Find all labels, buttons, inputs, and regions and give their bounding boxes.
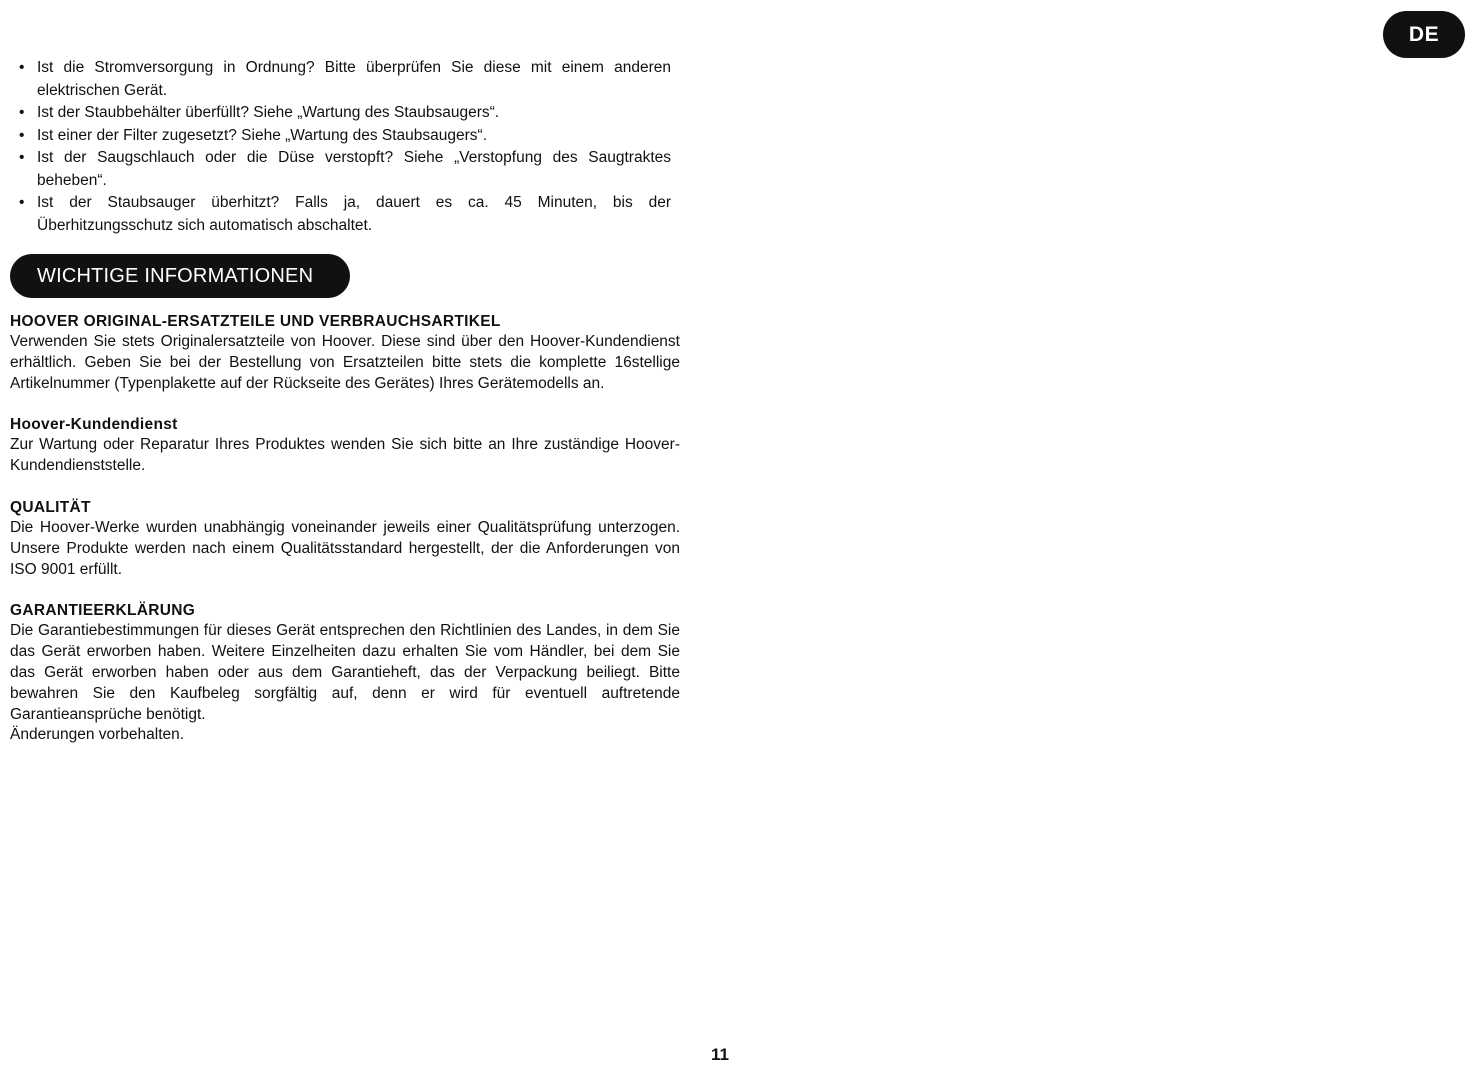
list-item — [10, 57, 671, 102]
warranty-body: Die Garantiebestimmungen für dieses Gerät entsprechen den Richtlinien des Landes, in dem Sie das Gerät erworben haben. Weitere Einzelheiten dazu erhalten Sie vom Händler, bei dem Sie das Gerät erworben haben oder aus dem Garantieheft, das der Verpackung beiliegt. Bitte bewahren Sie den Kaufbeleg sorgfältig auf, denn er wird für eventuell auftretende Garantieansprüche benötigt. — [10, 622, 680, 723]
customer-service-section — [10, 414, 680, 477]
bullet-icon: • — [19, 149, 25, 166]
list-item — [10, 192, 671, 237]
quality-body: Die Hoover-Werke wurden unabhängig voneinander jeweils einer Qualitätsprüfung unterzogen. Unsere Produkte werden nach einem Qualitätsstandard hergestellt, der die Anforderungen von ISO 9001 erfüllt. — [10, 518, 680, 578]
language-badge: DE — [1383, 11, 1465, 58]
section-title-banner: WICHTIGE INFORMATIONEN — [10, 254, 350, 298]
quality-heading: QUALITÄT — [10, 498, 91, 516]
list-item — [10, 102, 671, 125]
list-item-text: Ist die Stromversorgung in Ordnung? Bitte überprüfen Sie diese mit einem anderen elektrischen Gerät. — [37, 59, 671, 99]
spare-parts-section — [10, 311, 680, 394]
spare-parts-body: Verwenden Sie stets Originalersatzteile von Hoover. Diese sind über den Hoover-Kundendienst erhältlich. Geben Sie bei der Bestellung von Ersatzteilen bitte stets die komplette 16stellige Artikelnummer (Typenplakette auf der Rückseite des Gerätes) Ihres Gerätemodells an. — [10, 333, 680, 392]
bullet-icon: • — [19, 126, 25, 144]
troubleshooting-checklist — [10, 57, 680, 237]
customer-service-body: Zur Wartung oder Reparatur Ihres Produktes wenden Sie sich bitte an Ihre zuständige Hoover-Kundendienststelle. — [10, 436, 680, 475]
warranty-footnote: Änderungen vorbehalten. — [10, 726, 185, 744]
list-item-text: Ist der Saugschlauch oder die Düse verstopft? Siehe „Verstopfung des Saugtraktes beheben“. — [37, 149, 671, 189]
page-content — [10, 57, 680, 746]
customer-service-heading: Hoover-Kundendienst — [10, 416, 178, 434]
list-item-text: Ist einer der Filter zugesetzt? Siehe „Wartung des Staubsaugers“. — [37, 126, 488, 144]
bullet-icon: • — [19, 194, 25, 211]
list-item-text: Ist der Staubsauger überhitzt? Falls ja, dauert es ca. 45 Minuten, bis der Überhitzungsschutz sich automatisch abschaltet. — [37, 194, 671, 234]
bullet-icon: • — [19, 104, 25, 121]
bullet-icon: • — [19, 59, 25, 76]
quality-section — [10, 497, 680, 580]
warranty-heading: GARANTIEERKLÄRUNG — [10, 602, 196, 620]
list-item — [10, 125, 671, 148]
warranty-section — [10, 600, 680, 746]
list-item — [10, 147, 671, 192]
spare-parts-heading: HOOVER ORIGINAL-ERSATZTEILE UND VERBRAUCHSARTIKEL — [10, 313, 501, 330]
list-item-text: Ist der Staubbehälter überfüllt? Siehe „Wartung des Staubsaugers“. — [37, 104, 500, 121]
page-number: 11 — [711, 1045, 729, 1064]
